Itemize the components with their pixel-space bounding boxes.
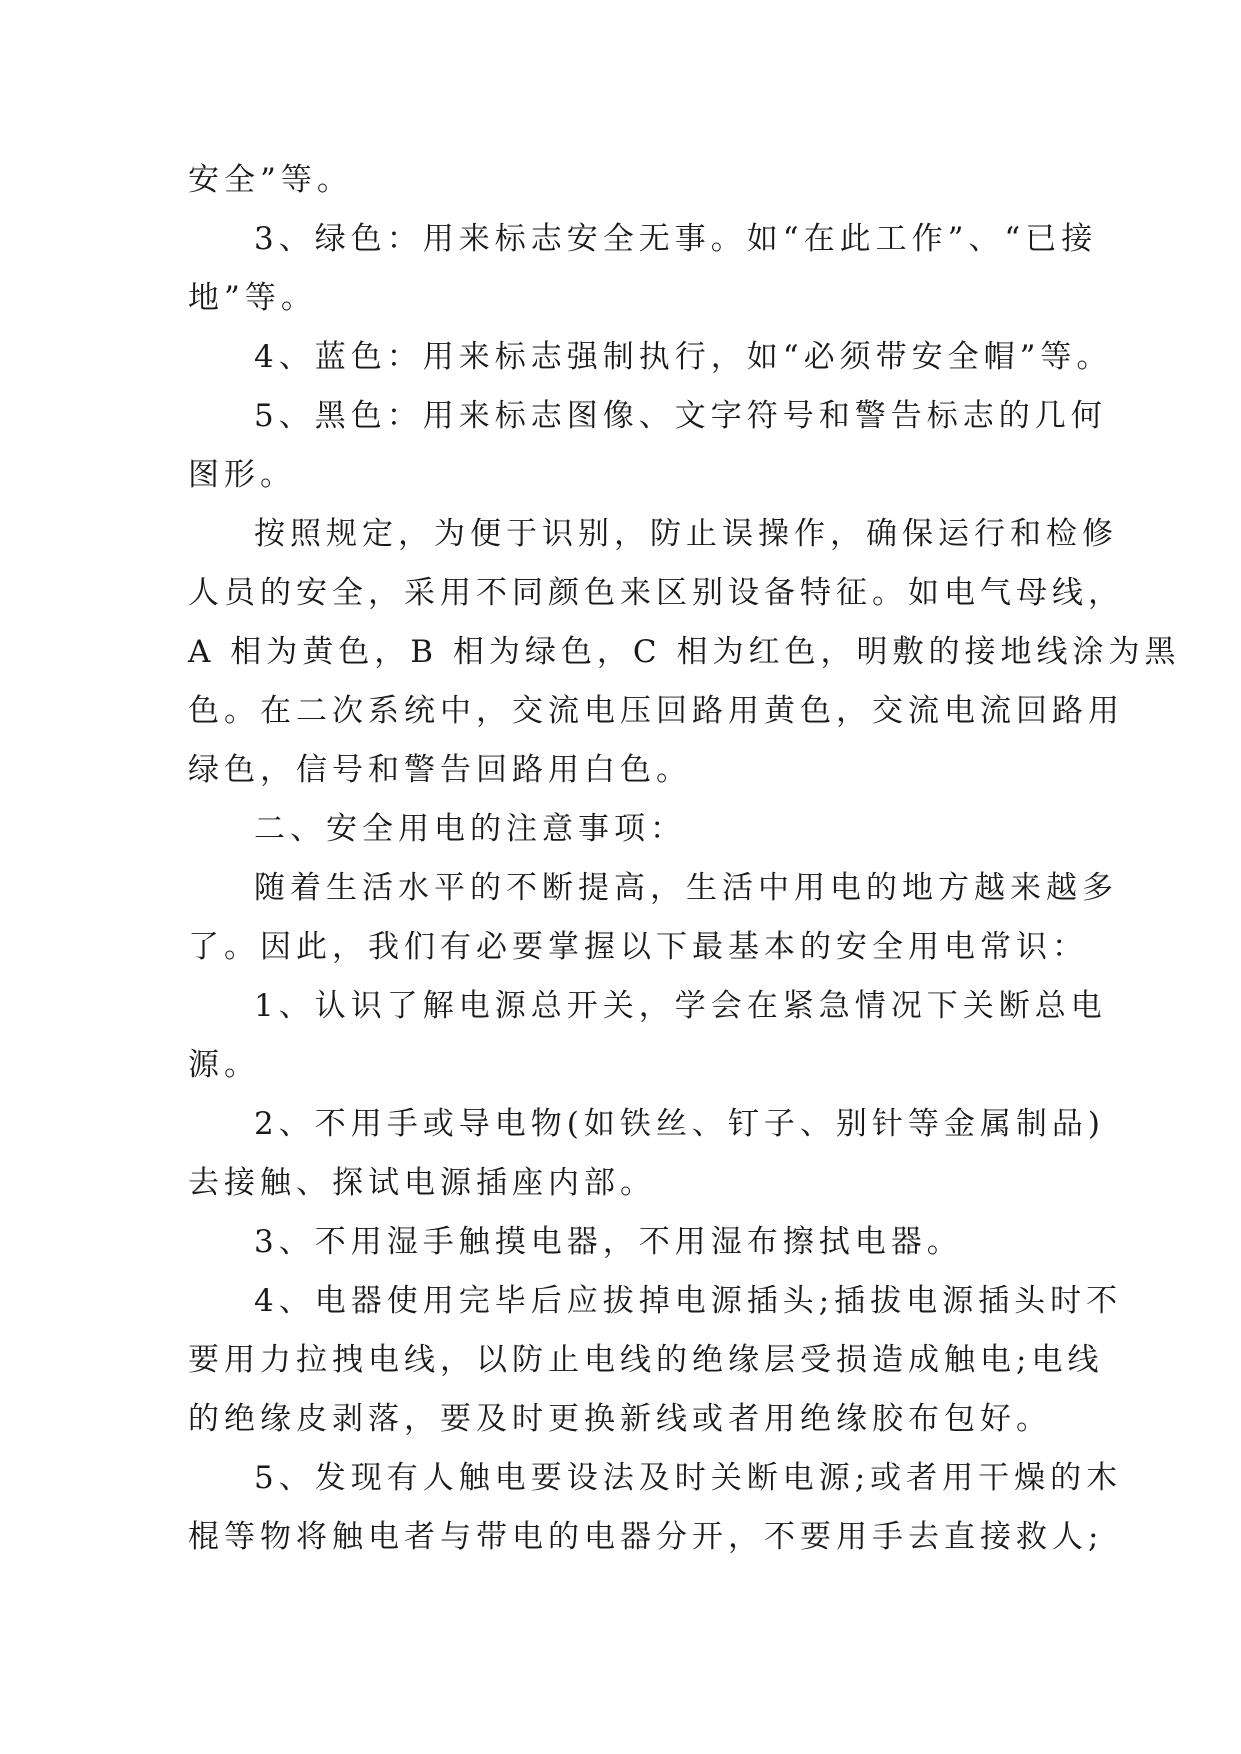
list-item bbox=[188, 1272, 1123, 1449]
paragraph-intro bbox=[188, 859, 1118, 977]
text-line: 棍等物将触电者与带电的电器分开，不要用手去直接救人; bbox=[188, 1519, 1104, 1555]
section-heading bbox=[188, 800, 1056, 859]
text-line: 按照规定，为便于识别，防止误操作，确保运行和检修 bbox=[254, 516, 1118, 552]
text-line: 5、黑色：用来标志图像、文字符号和警告标志的几何 bbox=[254, 398, 1107, 434]
text-line: 1、认识了解电源总开关，学会在紧急情况下关断总电 bbox=[254, 988, 1107, 1024]
text-line: 4、蓝色：用来标志强制执行，如“必须带安全帽”等。 bbox=[254, 339, 1113, 375]
text-line: 安全”等。 bbox=[188, 162, 353, 198]
text-line: 绿色，信号和警告回路用白色。 bbox=[188, 752, 692, 788]
list-item bbox=[188, 977, 1107, 1095]
text-line: 源。 bbox=[188, 1047, 260, 1083]
text-line: 色。在二次系统中，交流电压回路用黄色，交流电流回路用 bbox=[188, 693, 1124, 729]
paragraph-blue bbox=[188, 328, 1113, 387]
text-line: 的绝缘皮剥落，要及时更换新线或者用绝缘胶布包好。 bbox=[188, 1401, 1052, 1437]
text-line: 随着生活水平的不断提高，生活中用电的地方越来越多 bbox=[254, 870, 1118, 906]
paragraph bbox=[188, 151, 1056, 210]
text-line: 地”等。 bbox=[188, 280, 317, 316]
list-item bbox=[188, 1095, 1105, 1213]
text-line: 4、电器使用完毕后应拔掉电源插头;插拔电源插头时不 bbox=[254, 1283, 1123, 1319]
text-line: 去接触、探试电源插座内部。 bbox=[188, 1165, 656, 1201]
text-line: 了。因此，我们有必要掌握以下最基本的安全用电常识： bbox=[188, 929, 1088, 965]
text-line: 人员的安全，采用不同颜色来区别设备特征。如电气母线， bbox=[188, 575, 1124, 611]
paragraph-regulation bbox=[188, 505, 1181, 800]
text-line: 3、不用湿手触摸电器，不用湿布擦拭电器。 bbox=[254, 1224, 963, 1260]
paragraph-green bbox=[188, 210, 1098, 328]
text-line: 2、不用手或导电物(如铁丝、钉子、别针等金属制品) bbox=[254, 1106, 1105, 1142]
document-body bbox=[188, 151, 1181, 1567]
list-item bbox=[188, 1213, 1056, 1272]
text-line: 3、绿色：用来标志安全无事。如“在此工作”、“已接 bbox=[254, 221, 1098, 257]
text-line: 5、发现有人触电要设法及时关断电源;或者用干燥的木 bbox=[254, 1460, 1123, 1496]
text-line: 图形。 bbox=[188, 457, 296, 493]
text-line: 二、安全用电的注意事项： bbox=[254, 811, 686, 847]
list-item bbox=[188, 1449, 1123, 1567]
text-line: 要用力拉拽电线，以防止电线的绝缘层受损造成触电;电线 bbox=[188, 1342, 1104, 1378]
paragraph-black bbox=[188, 387, 1107, 505]
text-line: A 相为黄色，B 相为绿色，C 相为红色，明敷的接地线涂为黑 bbox=[188, 634, 1181, 670]
